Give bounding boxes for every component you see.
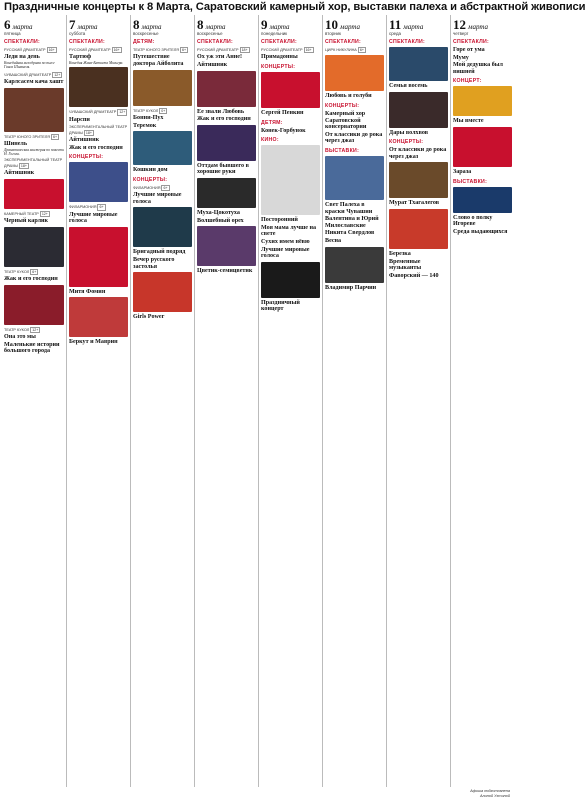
event-title[interactable]: Бонни-Пух [133, 115, 164, 121]
event-title[interactable]: Лучшие мировые голоса [69, 211, 118, 225]
event-title[interactable]: Моя мама лучше на свете [261, 224, 317, 238]
age-badge: 12+ [54, 72, 61, 77]
event-photo [133, 272, 192, 312]
venue-label: ЭКСПЕРИМЕНТАЛЬНЫЙ ТЕАТР ДРАМЫ [4, 158, 63, 168]
event-title[interactable]: Муха-Цокотуха [197, 209, 240, 216]
event-description: Комедия Жана-Батиста Мольера. [69, 61, 124, 65]
event-title[interactable]: Дары волхвов [389, 129, 429, 136]
section-label: ВЫСТАВКИ: [325, 147, 360, 154]
event-description: Драматическая мистерия по повести Н. Гоголя. [4, 147, 64, 156]
day-month: марта [205, 23, 226, 31]
venue-name [69, 204, 128, 210]
section-label: ДЕТЯМ: [261, 119, 283, 126]
section-label: СПЕКТАКЛИ: [69, 39, 106, 45]
event-title[interactable]: Временные музыканты [389, 258, 422, 272]
venue-name [4, 158, 64, 169]
day-header [197, 17, 256, 31]
event-title[interactable]: Владимир Парчин [325, 284, 377, 291]
event-title[interactable]: Бригадный подряд [133, 249, 186, 256]
day-number: 7 [69, 17, 76, 32]
event-title[interactable]: Сергей Пенкин [261, 110, 304, 116]
weekday: среда [389, 31, 401, 36]
venue-label: КАМЕРНЫЙ ТЕАТР [4, 211, 39, 216]
day-month: марта [468, 23, 489, 31]
day-header [389, 17, 448, 31]
venue-name [69, 47, 128, 53]
event-photo [197, 178, 256, 208]
event-title[interactable]: От классики до рока через джаз [389, 147, 447, 160]
age-badge: 16+ [113, 48, 120, 52]
event-title[interactable]: Тартюф [69, 54, 92, 61]
event-photo [4, 179, 64, 209]
event-photo [69, 227, 128, 287]
event-title[interactable]: Нарспи [69, 116, 90, 123]
event-photo [325, 247, 384, 283]
venue-label: ЦИРК НИКУЛИНА [325, 48, 357, 52]
event-title[interactable]: Кошкин дом [133, 167, 168, 174]
event-title[interactable]: Оттдам бывшего в хорошие руки [197, 162, 249, 176]
event-title[interactable]: Теремок [133, 122, 157, 129]
event-title[interactable]: Фаворский — 140 [389, 272, 439, 279]
section-label: СПЕКТАКЛИ: [197, 39, 234, 45]
day-column [450, 15, 514, 787]
day-column [194, 15, 258, 787]
day-number: 9 [261, 17, 268, 32]
age-badge: 6+ [32, 269, 37, 274]
day-month: марта [403, 23, 424, 31]
event-title[interactable]: Жак и его господин [69, 144, 123, 151]
day-columns [2, 15, 514, 787]
event-photo [389, 209, 448, 249]
day-header [133, 17, 192, 31]
venue-label: РУССКИЙ ДРАМТЕАТР [69, 48, 111, 52]
day-header [453, 17, 512, 31]
event-title[interactable]: Конек-Горбунок [261, 127, 306, 134]
event-photo [325, 55, 384, 91]
event-title[interactable]: Камерный хор Саратовской консерватории [325, 111, 367, 131]
age-badge: 6+ [182, 48, 187, 52]
event-title[interactable]: Праздничный концерт [261, 299, 300, 313]
section-label: СПЕКТАКЛИ: [325, 39, 362, 45]
event-photo [389, 92, 448, 128]
event-photo [261, 145, 320, 215]
venue-name [4, 72, 64, 78]
age-badge: 12+ [32, 327, 39, 332]
venue-name [4, 211, 64, 217]
event-photo [4, 88, 64, 132]
event-title[interactable]: Лучшие мировые голоса [261, 246, 310, 260]
event-title[interactable]: Леди на день [4, 54, 40, 61]
venue-label: РУССКИЙ ДРАМТЕАТР [197, 48, 239, 52]
weekday: четверг [453, 31, 469, 36]
venue-label: ТЕАТР КУКОЛ [4, 327, 30, 332]
venue-name [133, 108, 192, 114]
section-label: КОНЦЕРТЫ: [133, 176, 168, 183]
event-title[interactable]: Любовь и голуби [325, 93, 372, 100]
venue-label: ТЕАТР КУКОЛ [133, 108, 159, 113]
event-title[interactable]: Волшебный орех [197, 217, 244, 224]
section-label: КИНО: [261, 137, 279, 144]
event-title[interactable]: Айтишник [4, 170, 35, 176]
footer-credit [470, 789, 510, 798]
venue-name [4, 134, 64, 140]
event-title[interactable]: Никита Свердлов [325, 230, 375, 237]
venue-label: РУССКИЙ ДРАМТЕАТР [261, 48, 303, 52]
age-badge: 6+ [163, 185, 168, 190]
event-title[interactable]: Березка [389, 250, 411, 257]
day-month: марта [340, 23, 361, 31]
event-photo [453, 86, 512, 116]
event-title[interactable]: Вечер русского застолья [133, 256, 175, 270]
event-title[interactable]: Слово о полку Игореве [453, 214, 493, 228]
event-photo [261, 262, 320, 298]
day-number: 11 [389, 17, 402, 32]
event-title[interactable]: Муму [453, 54, 469, 61]
day-column [258, 15, 322, 787]
age-badge: 16+ [305, 48, 312, 52]
venue-name [197, 47, 256, 53]
age-badge: 18+ [20, 163, 28, 168]
weekday: воскресенье [197, 31, 223, 36]
section-label: КОНЦЕРТЫ: [389, 139, 424, 146]
event-title[interactable]: Валентина и Юрий Милославские [325, 216, 379, 229]
day-column [322, 15, 386, 787]
section-label: СПЕКТАКЛИ: [453, 39, 490, 45]
venue-label: ТЕАТР ЮНОГО ЗРИТЕЛЯ [4, 134, 51, 139]
event-title[interactable]: Жак и его господин [197, 116, 251, 123]
age-badge: 12+ [41, 211, 48, 216]
section-label: КОНЦЕРТЫ: [261, 64, 296, 70]
day-month: марта [77, 23, 98, 31]
event-photo [69, 297, 128, 337]
weekday: пятница [4, 31, 21, 36]
event-photo [389, 47, 448, 81]
event-photo [69, 162, 128, 202]
age-badge: 18+ [241, 48, 248, 52]
section-label: СПЕКТАКЛИ: [4, 39, 41, 45]
day-number: 8 [197, 17, 204, 32]
event-title[interactable]: Цветик-семицветик [197, 268, 253, 275]
weekday: вторник [325, 31, 341, 36]
age-badge: 6+ [359, 48, 364, 52]
event-description: Комедийная мелодрама по пьесе Ганса Шиммеля. [4, 61, 55, 70]
weekday: воскресенье [133, 31, 159, 36]
venue-name [261, 47, 320, 53]
venue-label: ЭКСПЕРИМЕНТАЛЬНЫЙ ТЕАТР ДРАМЫ [69, 125, 128, 135]
event-photo [453, 127, 512, 167]
event-title[interactable]: Мурат Тхагалегов [389, 200, 440, 207]
event-title[interactable]: Мой дедушка был вишней [453, 62, 503, 75]
section-label: КОНЦЕРТЫ: [69, 154, 104, 161]
event-title[interactable]: Примадонны [261, 54, 298, 61]
venue-label: ТЕАТР ЮНОГО ЗРИТЕЛЯ [133, 48, 180, 52]
section-label: СПЕКТАКЛИ: [389, 39, 426, 45]
footer-line-1: Афиша подготовлена [470, 789, 510, 794]
event-title[interactable]: Жак и его господин [4, 276, 58, 282]
event-title[interactable]: Митя Фомин [69, 288, 106, 295]
event-photo [197, 226, 256, 266]
event-photo [453, 187, 512, 213]
event-title[interactable]: Айтишник [69, 137, 100, 144]
event-title[interactable]: Семья восемь [389, 83, 428, 89]
venue-name [133, 185, 192, 191]
event-title[interactable]: Посторонний [261, 217, 298, 224]
day-number: 8 [133, 17, 140, 32]
venue-name [4, 47, 64, 53]
weekday: понедельник [261, 31, 288, 36]
venue-name [133, 47, 192, 53]
event-title[interactable]: Среда выдающихся [453, 228, 508, 235]
day-number: 6 [4, 17, 11, 32]
page-title: Праздничные концерты к 8 Марта, Саратовский камерный хор, выставки палеха и абстрактной живописи [4, 1, 585, 13]
age-badge: 18+ [85, 130, 93, 135]
section-label: КОНЦЕРТ: [453, 78, 482, 85]
event-title[interactable]: Беркут и Маврин [69, 339, 118, 346]
venue-name [69, 125, 128, 136]
day-column [2, 15, 66, 787]
day-column [386, 15, 450, 787]
event-title[interactable]: Черный карлик [4, 218, 49, 224]
section-label: КОНЦЕРТЫ: [325, 103, 360, 109]
venue-name [4, 269, 64, 275]
event-photo [4, 227, 64, 267]
age-badge: 6+ [53, 134, 58, 139]
event-title[interactable]: Она это мы [4, 334, 36, 340]
event-photo [197, 71, 256, 107]
event-title[interactable]: От классики до рока через джаз [325, 131, 383, 145]
section-label: ВЫСТАВКИ: [453, 178, 488, 185]
event-photo [197, 125, 256, 161]
section-label: ДЕТЯМ: [133, 39, 155, 45]
event-photo [133, 207, 192, 247]
footer-line-2: Алиной Ухтиной [479, 793, 510, 798]
day-header [69, 17, 128, 31]
day-month: марта [12, 23, 33, 31]
event-title[interactable]: Girls Power [133, 314, 165, 321]
event-photo [133, 70, 192, 106]
day-header [325, 17, 384, 31]
event-photo [69, 67, 128, 107]
section-label: СПЕКТАКЛИ: [261, 39, 298, 45]
event-title[interactable]: Лучшие мировые голоса [133, 192, 182, 205]
event-title[interactable]: Ох уж эти Анне! [197, 54, 243, 61]
venue-name [325, 47, 384, 53]
venue-label: ТЕАТР КУКОЛ [4, 269, 30, 274]
event-title[interactable]: Маленькие истории большого города [4, 341, 60, 355]
age-badge: 6+ [99, 205, 104, 210]
day-column [130, 15, 194, 787]
event-title[interactable]: Мы вместе [453, 118, 484, 125]
weekday: суббота [69, 31, 86, 36]
event-photo [4, 285, 64, 325]
venue-label: ЧУВАШСКИЙ ДРАМТЕАТР [69, 110, 117, 115]
age-badge: 12+ [119, 110, 126, 115]
venue-label: ЧУВАШСКИЙ ДРАМТЕАТР [4, 72, 52, 77]
day-header [4, 17, 64, 31]
event-photo [133, 131, 192, 165]
day-month: марта [141, 23, 162, 31]
event-title[interactable]: Айтишник [197, 62, 228, 68]
age-badge: 16+ [48, 48, 55, 52]
day-number: 12 [453, 17, 466, 32]
venue-name [4, 327, 64, 333]
venue-label: РУССКИЙ ДРАМТЕАТР [4, 48, 46, 52]
event-title[interactable]: Зараза [453, 168, 472, 175]
event-title[interactable]: Карлсасем кача хашт [4, 79, 64, 85]
venue-label: ФИЛАРМОНИЯ [69, 205, 97, 210]
day-header [261, 17, 320, 31]
day-number: 10 [325, 17, 338, 32]
event-title[interactable]: Ее звали Любовь [197, 108, 245, 115]
venue-label: ФИЛАРМОНИЯ [133, 185, 161, 190]
event-photo [325, 156, 384, 200]
event-title[interactable]: Горе от ума [453, 47, 485, 53]
day-column [66, 15, 130, 787]
event-title[interactable]: Сухих имем нёвю [261, 238, 310, 245]
event-title[interactable]: Шинель [4, 141, 28, 147]
event-title[interactable]: Путешествие доктора Айболита [133, 54, 184, 67]
age-badge: 0+ [161, 108, 166, 113]
event-title[interactable]: Свет Палеха в краски Чувашии [325, 201, 373, 215]
day-month: марта [269, 23, 290, 31]
event-title[interactable]: Весна [325, 237, 342, 244]
event-photo [389, 162, 448, 198]
event-photo [261, 72, 320, 108]
venue-name [69, 109, 128, 115]
